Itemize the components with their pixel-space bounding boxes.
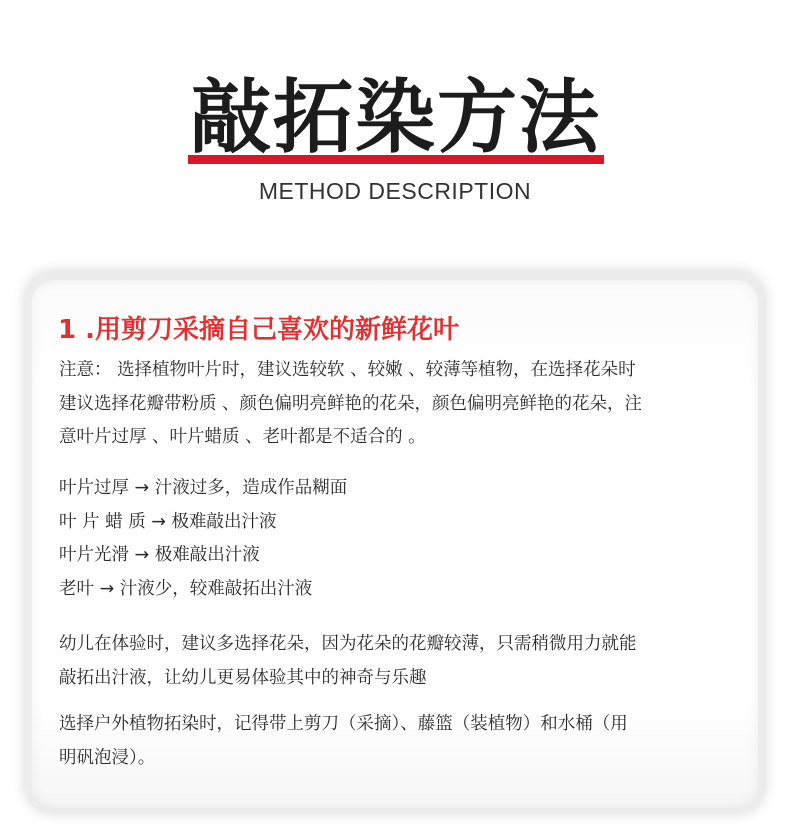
child-paragraph bbox=[59, 628, 739, 695]
leaf-list bbox=[59, 472, 739, 606]
tools-line: 明矾泡浸）。 bbox=[59, 747, 156, 768]
child-line: 幼儿在体验时，建议多选择花朵，因为花朵的花瓣较薄，只需稍微用力就能 bbox=[59, 634, 637, 654]
child-line: 敲拓出汁液，让幼儿更易体验其中的神奇与乐趣 bbox=[59, 667, 427, 688]
tools-line: 选择户外植物拓染时，记得带上剪刀（采摘）、藤篮（装植物）和水桶（用 bbox=[59, 714, 628, 734]
title-block bbox=[188, 70, 604, 166]
page-subtitle: METHOD DESCRIPTION bbox=[258, 178, 532, 204]
tools-paragraph bbox=[59, 708, 739, 775]
list-item: 老叶 → 汁液少，较难敲拓出汁液 bbox=[59, 578, 313, 599]
list-item: 叶片过厚 → 汁液过多，造成作品糊面 bbox=[59, 478, 348, 498]
note-line: 注意： 选择植物叶片时，建议选较软 、较嫩 、较薄等植物，在选择花朵时 bbox=[59, 360, 636, 380]
page-title: 敲拓染方法 bbox=[191, 71, 601, 164]
list-item: 叶 片 蜡 质 → 极难敲出汁液 bbox=[59, 511, 277, 532]
list-item: 叶片光滑 → 极难敲出汁液 bbox=[59, 545, 260, 565]
note-line: 建议选择花瓣带粉质 、颜色偏明亮鲜艳的花朵，颜色偏明亮鲜艳的花朵，注 bbox=[59, 393, 643, 414]
note-paragraph bbox=[59, 354, 739, 455]
header bbox=[0, 0, 790, 230]
note-line: 意叶片过厚 、叶片蜡质 、老叶都是不适合的 。 bbox=[59, 427, 426, 447]
section-title: 1 .用剪刀采摘自己喜欢的新鲜花叶 bbox=[58, 315, 460, 345]
